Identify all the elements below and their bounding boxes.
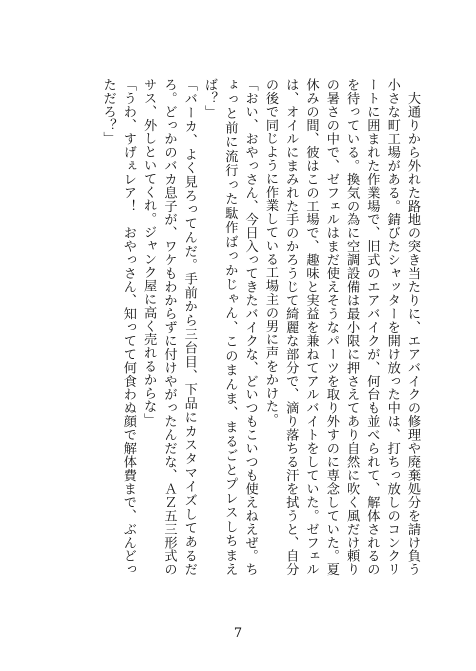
page-number: 7	[233, 626, 243, 641]
narration-paragraph: 大通りから外れた路地の突き当たりに、エアバイクの修理や廃棄処分を請け負う小さな町工場がある。錆びたシャッターを開け放った中は、打ちっ放しのコンクリートに囲まれた作業場で、旧式のエアバイクが、何台も並べられて、解体されるのを待っている。換気の為に空調設備は最小限に押さえてあり自然に吹く風だけ頼りの暑さの中で、ゼフェルはまだ使えそうなパーツを取り外すのに専念していた。夏休みの間、彼はこの工場で、趣味と実益を兼ねてアルバイトをしていた。ゼフェルは、オイルにまみれた手のかろうじて綺麗な部分で、滴り落ちる汗を拭うと、自分の後で同じように作業している工場主の男に声をかけた。	[262, 78, 420, 576]
dialogue-line-zephel-1: 「おい、おやっさん、今日入ってきたバイクな、どいつもこいつも使えねえぜ。ちょっと前に流行った駄作ばっかじゃん、このまんま、まるごとプレスしちまえば？」	[202, 78, 258, 576]
vertical-body-text	[54, 78, 422, 576]
dialogue-line-boss: 「バーカ、よく見ろってんだ。手前から三台目、下品にカスタマイズしてあるだろ。どっかのバカ息子が、ワケもわからずに付けやがったんだな、ＡＺ五三形式のサス、外しといてくれ。ジャンク屋に高く売れるからな」	[141, 78, 197, 576]
dialogue-line-zephel-2: 「うわ、すげぇレア！ おやっさん、知ってて何食わぬ顔で解体費まで、ぶんどっただろ？」	[100, 78, 136, 576]
